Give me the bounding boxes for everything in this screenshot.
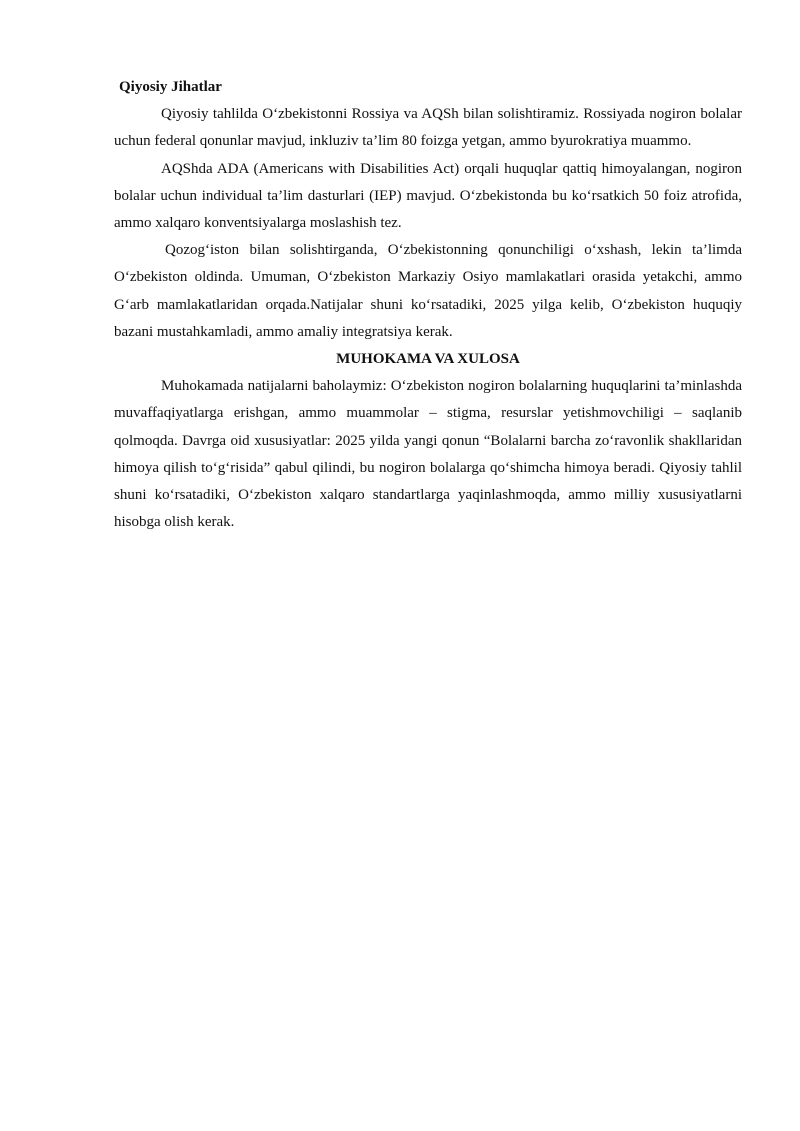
document-page xyxy=(114,74,742,536)
paragraph-kazakhstan-comparison: Qozog‘iston bilan solishtirganda, O‘zbekistonning qonunchiligi o‘xshash, lekin ta’limda O‘zbekiston oldinda. Umuman, O‘zbekiston Markaziy Osiyo mamlakatlari orasida yetakchi, ammo G‘arb mamlakatlaridan orqada.Natijalar shuni ko‘rsatadiki, 2025 yilga kelib, O‘zbekiston huquqiy bazani mustahkamladi, ammo amaliy integratsiya kerak. xyxy=(114,242,742,340)
paragraph-russia-comparison: Qiyosiy tahlilda O‘zbekistonni Rossiya va AQSh bilan solishtiramiz. Rossiyada nogiron bolalar uchun federal qonunlar mavjud, inkluziv ta’lim 80 foizga yetgan, ammo byurokratiya muammo. xyxy=(114,106,742,150)
section-title: Qiyosiy Jihatlar xyxy=(119,79,222,95)
conclusion-title: MUHOKAMA VA XULOSA xyxy=(336,351,520,368)
paragraph-usa-comparison: AQShda ADA (Americans with Disabilities Act) orqali huquqlar qattiq himoyalangan, nogiron bolalar uchun individual ta’lim dasturlari (IEP) mavjud. O‘zbekistonda bu ko‘rsatkich 50 foiz atrofida, ammo xalqaro konventsiyalarga moslashish tez. xyxy=(114,160,742,232)
paragraph-discussion: Muhokamada natijalarni baholaymiz: O‘zbekiston nogiron bolalarning huquqlarini ta’minlashda muvaffaqiyatlarga erishgan, ammo muammolar – stigma, resurslar yetishmovchiligi – saqlanib qolmoqda. Davrga oid xususiyatlar: 2025 yilda yangi qonun “Bolalarni barcha zo‘ravonlik shakllaridan himoya qilish to‘g‘risida” qabul qilindi, bu nogiron bolalarga qo‘shimcha himoya beradi. Qiyosiy tahlil shuni ko‘rsatadiki, O‘zbekiston xalqaro standartlarga yaqinlashmoqda, ammo milliy xususiyatlarni hisobga olish kerak. xyxy=(114,378,742,531)
